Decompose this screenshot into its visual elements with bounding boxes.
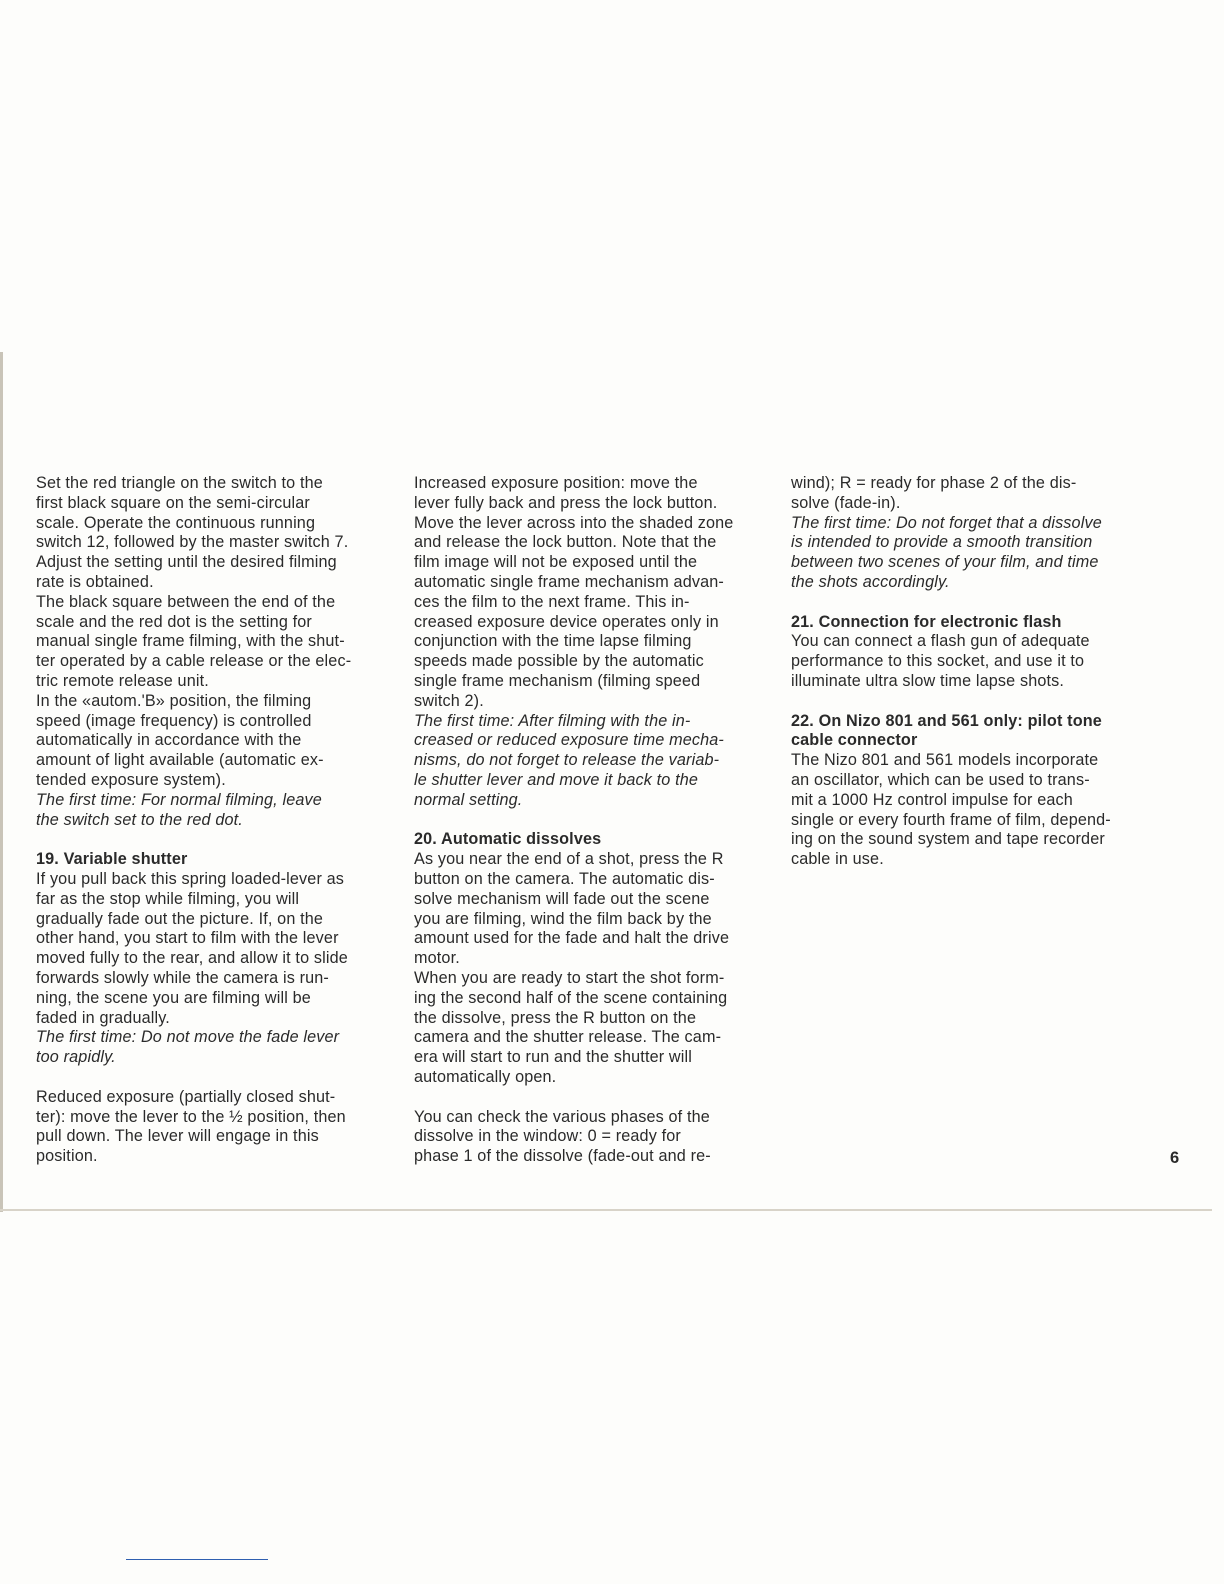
spacer xyxy=(791,692,1141,712)
para-autom: In the «autom.'B» position, the filming speed (image frequency) is controlled automatically in accordance with the amount of light available (automatic ex- tended exposure system). xyxy=(36,691,324,789)
para-21: You can connect a flash gun of adequate performance to this socket, and use it to illuminate ultra slow time lapse shots. xyxy=(791,632,1090,690)
heading-21: 21. Connection for electronic flash xyxy=(791,612,1062,631)
page-number: 6 xyxy=(1170,1149,1180,1167)
heading-19: 19. Variable shutter xyxy=(36,850,188,869)
page-left-edge xyxy=(0,352,3,1212)
para-20: As you near the end of a shot, press the R button on the camera. The automatic dis- solve mechanism will fade out the scene you are filming, wind the film back by the amount used for the fade and halt the drive motor. xyxy=(414,850,730,968)
para-wind: wind); R = ready for phase 2 of the dis- solve (fade-in). xyxy=(791,474,1077,512)
para-20c: You can check the various phases of the dissolve in the window: 0 = ready for phase 1 of the dissolve (fade-out and re- xyxy=(414,1107,711,1166)
para-reduced-exposure: Reduced exposure (partially closed shut- ter): move the lever to the ½ position, then pull down. The lever will engage in this position. xyxy=(36,1087,346,1166)
first-time-note-19: The first time: Do not move the fade lever too rapidly. xyxy=(36,1028,340,1067)
spacer xyxy=(414,1088,766,1108)
para-22: The Nizo 801 and 561 models incorporate an oscillator, which can be used to trans- mit a 1000 Hz control impulse for each single or every fourth frame of film, depend- ing on the sound system and tape recorder cable in use. xyxy=(791,751,1111,869)
text-column-3 xyxy=(791,474,1141,870)
page-bottom-edge xyxy=(0,1209,1212,1211)
para-black-square: The black square between the end of the scale and the red dot is the setting for manual single frame filming, with the shut- ter operated by a cable release or the elec- tric remote release unit. xyxy=(36,592,352,690)
spacer xyxy=(791,593,1141,613)
para-20b: When you are ready to start the shot form- ing the second half of the scene containing the dissolve, press the R button on the camera and the shutter release. The cam- era will start to run and the shutter will automatically open. xyxy=(414,968,728,1086)
spacer xyxy=(414,811,766,831)
text-column-2 xyxy=(414,474,766,1167)
para-intro: Set the red triangle on the switch to the first black square on the semi-circular scale. Operate the continuous running switch 12, followed by the master switch 7. Adjust the setting until the desired filming rate is obtained. xyxy=(36,474,349,591)
page-stub-line xyxy=(126,1559,268,1560)
heading-22: 22. On Nizo 801 and 561 only: pilot tone cable connector xyxy=(791,711,1102,750)
para-19: If you pull back this spring loaded-lever as far as the stop while filming, you will gradually fade out the picture. If, on the other hand, you start to film with the lever moved fully to the rear, and allow it to slide forwards slowly while the camera is run- ning, the scene you are filming will be faded in gradually. xyxy=(36,869,348,1027)
spacer xyxy=(36,830,386,850)
spacer xyxy=(36,1068,386,1088)
first-time-note-dissolve: The first time: Do not forget that a dissolve is intended to provide a smooth transition between two scenes of your film, and time the shots accordingly. xyxy=(791,513,1102,591)
first-time-note-18: The first time: For normal filming, leave the switch set to the red dot. xyxy=(36,790,322,829)
heading-20: 20. Automatic dissolves xyxy=(414,830,602,849)
first-time-note-exposure: The first time: After filming with the in- creased or reduced exposure time mecha- nisms, do not forget to release the variab- le shutter lever and move it back to the normal setting. xyxy=(414,711,724,809)
para-increased-exposure: Increased exposure position: move the lever fully back and press the lock button. Move the lever across into the shaded zone and release the lock button. Note that the film image will not be exposed until the automatic single frame mechanism advan- ces the film to the next frame. This in- creased exposure device operates only in conjunction with the time lapse filming speeds made possible by the automatic single frame mechanism (filming speed switch 2). xyxy=(414,474,734,710)
text-column-1 xyxy=(36,474,386,1167)
